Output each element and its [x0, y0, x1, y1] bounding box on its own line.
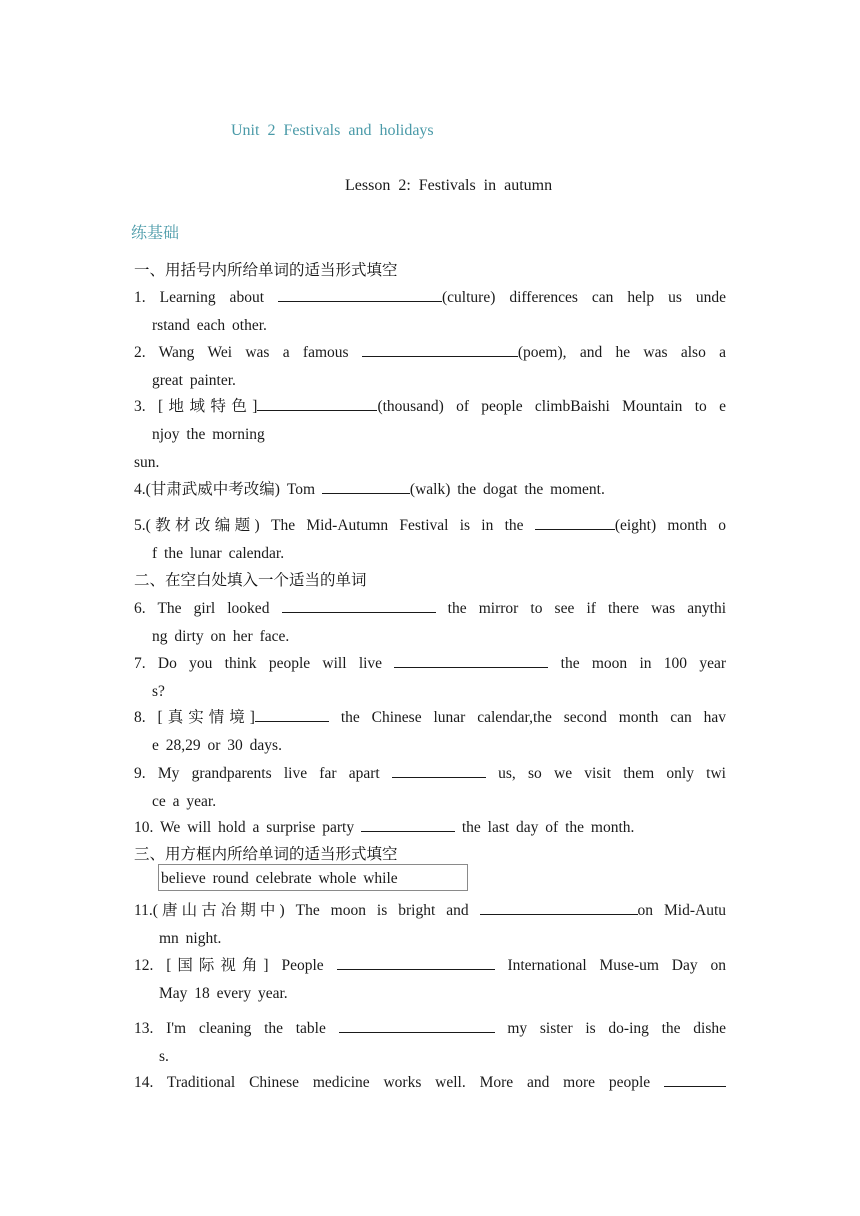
- question-12: 12. [国际视角] People International Muse-um Day on May 18 every year.: [134, 952, 726, 1008]
- question-3: 3. [地域特色] (thousand) of people climbBaishi Mountain to e njoy the morning: [134, 393, 726, 449]
- section-heading-1: 一、用括号内所给单词的适当形式填空: [134, 261, 398, 279]
- answer-blank[interactable]: [362, 341, 518, 357]
- section-heading-2: 二、在空白处填入一个适当的单词: [134, 571, 367, 589]
- section-heading-3: 三、用方框内所给单词的适当形式填空: [134, 845, 398, 863]
- lesson-title: Lesson 2: Festivals in autumn: [345, 177, 553, 194]
- question-14: 14. Traditional Chinese medicine works well. More and more people: [134, 1069, 726, 1097]
- answer-blank[interactable]: [278, 286, 442, 302]
- answer-blank[interactable]: [394, 652, 548, 668]
- answer-blank[interactable]: [257, 395, 377, 411]
- question-11: 11.(唐山古冶期中) The moon is bright and on Mid-Autu mn night.: [134, 897, 726, 953]
- question-13: 13. I'm cleaning the table my sister is do-ing the dishe s.: [134, 1015, 726, 1071]
- answer-blank[interactable]: [664, 1071, 726, 1087]
- answer-blank[interactable]: [337, 954, 495, 970]
- answer-blank[interactable]: [255, 706, 329, 722]
- question-2: 2. Wang Wei was a famous (poem), and he was also a great painter.: [134, 339, 726, 395]
- question-8: 8. [真实情境] the Chinese lunar calendar,the second month can hav e 28,29 or 30 days.: [134, 704, 726, 760]
- answer-blank[interactable]: [535, 514, 615, 530]
- question-5: 5.(教材改编题) The Mid-Autumn Festival is in the (eight) month o f the lunar calendar.: [134, 512, 726, 568]
- answer-blank[interactable]: [322, 478, 410, 494]
- question-4: 4.(甘肃武威中考改编) Tom (walk) the dogat the moment.: [134, 476, 726, 504]
- question-7: 7. Do you think people will live the moon in 100 year s?: [134, 650, 726, 706]
- practice-heading: 练基础: [131, 223, 180, 242]
- question-9: 9. My grandparents live far apart us, so we visit them only twi ce a year.: [134, 760, 726, 816]
- answer-blank[interactable]: [339, 1017, 495, 1033]
- answer-blank[interactable]: [480, 899, 638, 915]
- question-6: 6. The girl looked the mirror to see if there was anythi ng dirty on her face.: [134, 595, 726, 651]
- answer-blank[interactable]: [392, 762, 486, 778]
- unit-title: Unit 2 Festivals and holidays: [231, 122, 434, 139]
- answer-blank[interactable]: [282, 597, 436, 613]
- answer-blank[interactable]: [361, 816, 455, 832]
- question-1: 1. Learning about (culture) differences can help us unde rstand each other.: [134, 284, 726, 340]
- question-3-continuation: sun.: [134, 454, 160, 471]
- word-box: believe round celebrate whole while: [158, 864, 468, 891]
- question-10: 10. We will hold a surprise party the last day of the month.: [134, 814, 726, 842]
